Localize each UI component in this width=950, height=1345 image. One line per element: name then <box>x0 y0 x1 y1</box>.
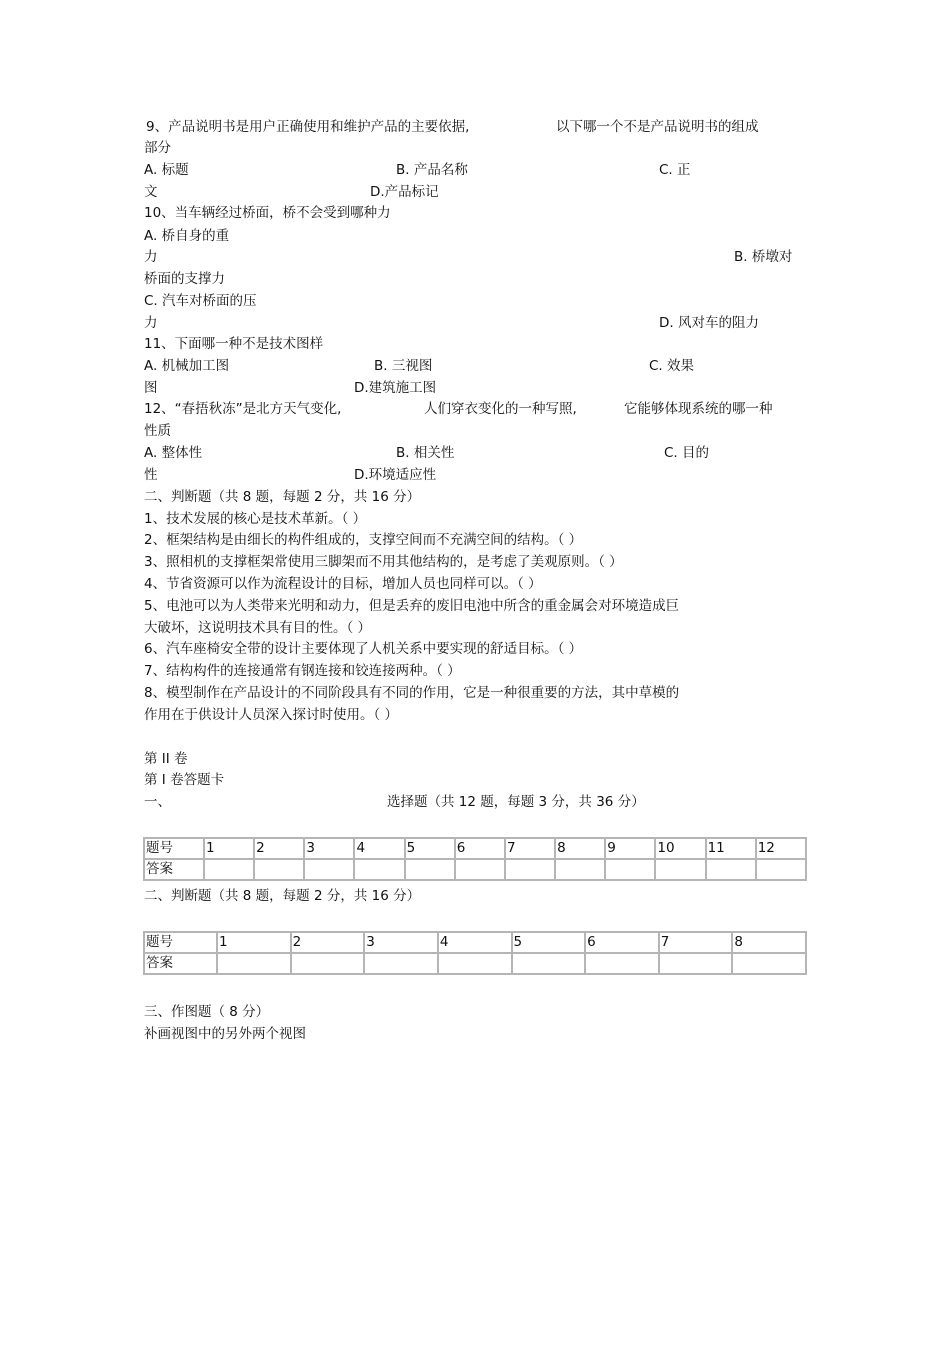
q11-option-c: C. 效果 <box>649 358 695 374</box>
answer-cell[interactable] <box>732 953 806 974</box>
answer-cell[interactable] <box>364 953 438 974</box>
q9-option-c: C. 正 <box>659 162 691 178</box>
question-number: 4 <box>438 932 512 953</box>
q9-option-d: D.产品标记 <box>370 184 439 200</box>
answer-cell[interactable] <box>655 859 705 880</box>
q9-stem-part1: 9、产品说明书是用户正确使用和维护产品的主要依据, <box>146 119 470 135</box>
judge-item: 作用在于供设计人员深入探讨时使用。（ ） <box>144 707 399 723</box>
question-number: 10 <box>655 838 705 859</box>
question-number: 11 <box>706 838 756 859</box>
answer-cell[interactable] <box>756 859 806 880</box>
q11-option-b: B. 三视图 <box>374 358 433 374</box>
q10-option-a: A. 桥自身的重 <box>144 228 230 244</box>
answer-cell[interactable] <box>291 953 365 974</box>
judge-heading: 二、判断题（共 8 题，每题 2 分，共 16 分） <box>144 489 421 505</box>
answer-cell[interactable] <box>512 953 586 974</box>
question-number: 2 <box>291 932 365 953</box>
judge-item: 5、电池可以为人类带来光明和动力，但是丢弃的废旧电池中所含的重金属会对环境造成巨 <box>144 598 680 614</box>
table-row <box>144 859 806 880</box>
question-number: 1 <box>204 838 254 859</box>
question-number: 7 <box>505 838 555 859</box>
question-number: 5 <box>512 932 586 953</box>
q9-option-a: A. 标题 <box>144 162 189 178</box>
answer-cell[interactable] <box>555 859 605 880</box>
q10-option-c: C. 汽车对桥面的压 <box>144 293 257 309</box>
answer-cell[interactable] <box>605 859 655 880</box>
q10-stem: 10、当车辆经过桥面，桥不会受到哪种力 <box>144 205 391 221</box>
question-number: 8 <box>732 932 806 953</box>
answer-cell[interactable] <box>505 859 555 880</box>
q12-option-c-cont: 性 <box>144 467 158 483</box>
answer-cell[interactable] <box>438 953 512 974</box>
table-row <box>144 838 806 859</box>
answer-cell[interactable] <box>659 953 733 974</box>
answer-cell[interactable] <box>405 859 455 880</box>
answer-cell[interactable] <box>304 859 354 880</box>
q9-option-c-cont: 文 <box>144 184 158 200</box>
section2-heading: 二、判断题（共 8 题，每题 2 分，共 16 分） <box>144 888 421 904</box>
question-number: 4 <box>354 838 404 859</box>
judge-item: 2、框架结构是由细长的构件组成的，支撑空间而不充满空间的结构。（ ） <box>144 532 583 548</box>
table-row <box>144 932 806 953</box>
q11-option-d: D.建筑施工图 <box>354 380 437 396</box>
part2-title: 第 II 卷 <box>144 751 188 767</box>
q10-option-c-cont: 力 <box>144 315 158 331</box>
q9-stem-line2: 部分 <box>144 140 171 156</box>
question-number: 12 <box>756 838 806 859</box>
q12-stem-part2: 人们穿衣变化的一种写照, <box>424 401 577 417</box>
section3-description: 补画视图中的另外两个视图 <box>144 1026 306 1042</box>
answer-cell[interactable] <box>706 859 756 880</box>
q12-option-c: C. 目的 <box>664 445 710 461</box>
judge-item: 大破坏，这说明技术具有目的性。（ ） <box>144 620 372 636</box>
answer-cell[interactable] <box>455 859 505 880</box>
answer-cell[interactable] <box>217 953 291 974</box>
q11-option-c-cont: 图 <box>144 380 158 396</box>
answer-cell[interactable] <box>204 859 254 880</box>
answer-cell[interactable] <box>254 859 304 880</box>
section3-heading: 三、作图题（ 8 分） <box>144 1004 270 1020</box>
q12-stem-line2: 性质 <box>144 423 171 439</box>
section1-heading: 选择题（共 12 题，每题 3 分，共 36 分） <box>387 794 645 810</box>
question-number: 3 <box>304 838 354 859</box>
row-label-answer: 答案 <box>144 859 204 880</box>
question-number: 7 <box>659 932 733 953</box>
judge-item: 4、节省资源可以作为流程设计的目标，增加人员也同样可以。（ ） <box>144 576 542 592</box>
q12-stem-part1: 12、“春捂秋冻”是北方天气变化, <box>144 401 342 417</box>
q10-option-b: B. 桥墩对 <box>734 249 793 265</box>
q12-option-d: D.环境适应性 <box>354 467 437 483</box>
row-label-number: 题号 <box>144 838 204 859</box>
judge-answer-table <box>143 931 807 975</box>
judge-item: 3、照相机的支撑框架常使用三脚架而不用其他结构的，是考虑了美观原则。（ ） <box>144 554 623 570</box>
answer-cell[interactable] <box>585 953 659 974</box>
question-number: 9 <box>605 838 655 859</box>
question-number: 2 <box>254 838 304 859</box>
q10-option-a-cont: 力 <box>144 249 158 265</box>
question-number: 3 <box>364 932 438 953</box>
q9-stem-part2: 以下哪一个不是产品说明书的组成 <box>556 119 759 135</box>
q11-option-a: A. 机械加工图 <box>144 358 230 374</box>
row-label-number: 题号 <box>144 932 217 953</box>
answer-card-title: 第 I 卷答题卡 <box>144 772 225 788</box>
question-number: 6 <box>455 838 505 859</box>
answer-cell[interactable] <box>354 859 404 880</box>
judge-item: 6、汽车座椅安全带的设计主要体现了人机关系中要实现的舒适目标。（ ） <box>144 641 583 657</box>
q11-stem: 11、下面哪一种不是技术图样 <box>144 336 324 352</box>
judge-item: 7、结构构件的连接通常有钢连接和铰连接两种。（ ） <box>144 663 461 679</box>
q9-option-b: B. 产品名称 <box>396 162 468 178</box>
q12-option-b: B. 相关性 <box>396 445 455 461</box>
q12-stem-part3: 它能够体现系统的哪一种 <box>624 401 773 417</box>
table-row <box>144 953 806 974</box>
q10-option-b-cont: 桥面的支撑力 <box>144 271 225 287</box>
judge-item: 1、技术发展的核心是技术革新。（ ） <box>144 511 367 527</box>
question-number: 1 <box>217 932 291 953</box>
q12-option-a: A. 整体性 <box>144 445 203 461</box>
choice-answer-table <box>143 837 807 881</box>
section1-number: 一、 <box>144 794 171 810</box>
question-number: 6 <box>585 932 659 953</box>
row-label-answer: 答案 <box>144 953 217 974</box>
question-number: 5 <box>405 838 455 859</box>
judge-item: 8、模型制作在产品设计的不同阶段具有不同的作用，它是一种很重要的方法，其中草模的 <box>144 685 680 701</box>
q10-option-d: D. 风对车的阻力 <box>659 315 759 331</box>
question-number: 8 <box>555 838 605 859</box>
